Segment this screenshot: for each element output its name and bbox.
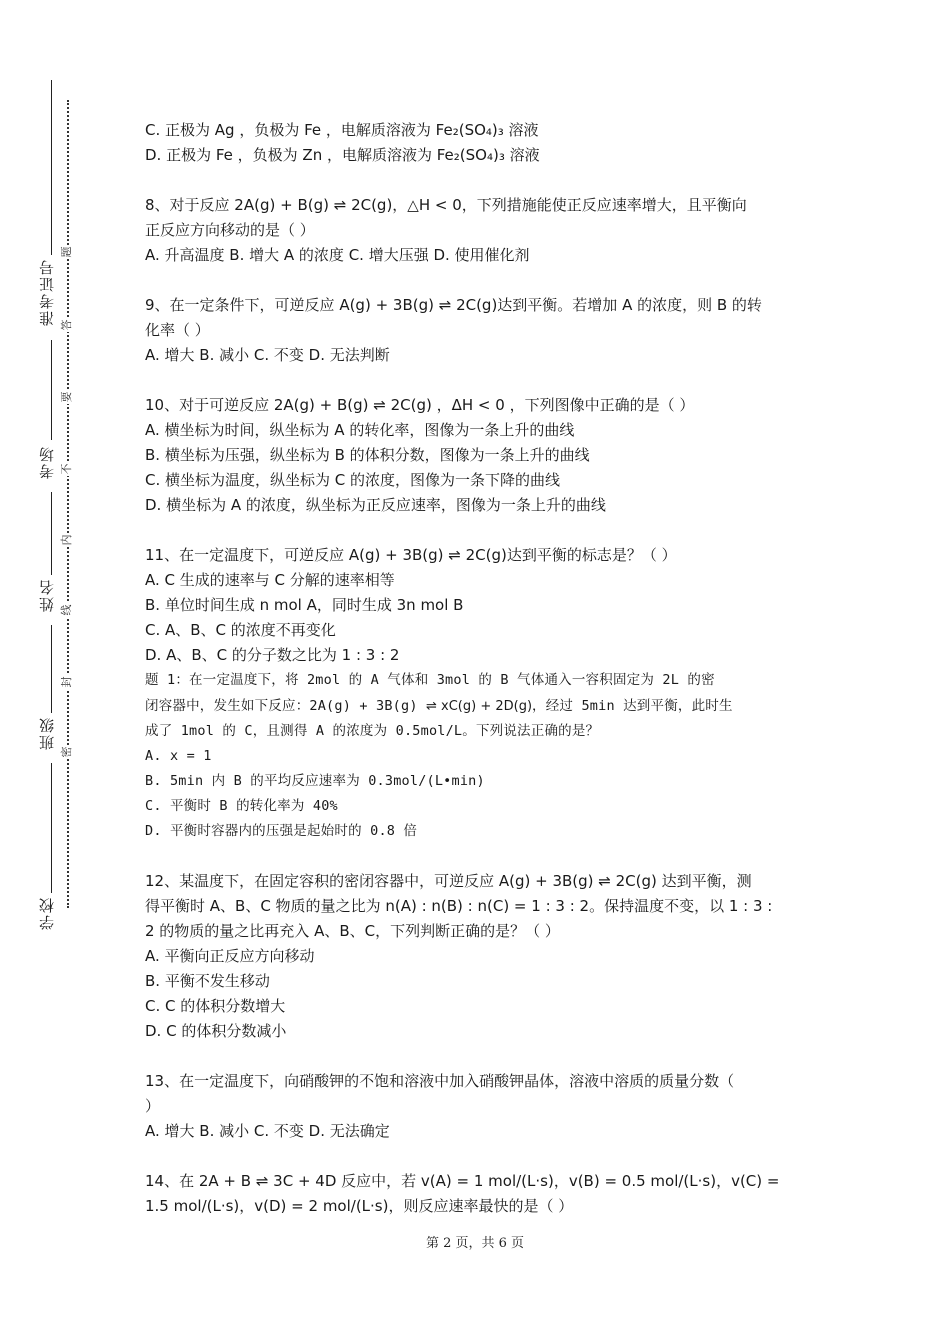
q12-option-b: B. 平衡不发生移动: [145, 972, 270, 990]
field-line: [51, 763, 52, 893]
q14-stem: 14、在 2A + B ⇌ 3C + 4D 反应中，若 v(A) = 1 mol/(L·s)，v(B) = 0.5 mol/(L·s)，v(C) =: [145, 1172, 780, 1190]
q12-stem: 2 的物质的量之比再充入 A、B、C，下列判断正确的是？（ ）: [145, 922, 560, 940]
seal-char: 要: [60, 391, 73, 403]
q10-stem: 10、对于可逆反应 2A(g) + B(g) ⇌ 2C(g) ，ΔH < 0 ，下列图像中正确的是（ ）: [145, 396, 695, 414]
q10-option-d: D. 横坐标为 A 的浓度，纵坐标为正反应速率，图像为一条上升的曲线: [145, 496, 606, 514]
seal-dotted-line: [67, 100, 69, 908]
field-line: [51, 80, 52, 255]
t1-option-a: A. x = 1: [145, 748, 212, 764]
q12-option-a: A. 平衡向正反应方向移动: [145, 947, 315, 965]
seal-char: 不: [60, 463, 73, 475]
field-class: 班级: [38, 716, 56, 750]
t1-stem: 成了 1mol 的 C，且测得 A 的浓度为 0.5mol/L。下列说法正确的是？: [145, 723, 600, 739]
seal-char: 密: [60, 746, 73, 758]
q10-option-b: B. 横坐标为压强，纵坐标为 B 的体积分数，图像为一条上升的曲线: [145, 446, 590, 464]
q12-option-c: C. C 的体积分数增大: [145, 997, 286, 1015]
q12-stem: 12、某温度下，在固定容积的密闭容器中，可逆反应 A(g) + 3B(g) ⇌ 2C(g) 达到平衡，测: [145, 872, 752, 890]
q7-option-c: C. 正极为 Ag ，负极为 Fe ，电解质溶液为 Fe₂(SO₄)₃ 溶液: [145, 121, 539, 139]
q8-options: A. 升高温度 B. 增大 A 的浓度 C. 增大压强 D. 使用催化剂: [145, 246, 530, 264]
q13-options: A. 增大 B. 减小 C. 不变 D. 无法确定: [145, 1122, 390, 1140]
q13-stem: ）: [145, 1097, 161, 1115]
field-exam-number: 准考证号: [38, 258, 56, 326]
seal-char: 内: [60, 534, 73, 546]
t1-option-d: D. 平衡时容器内的压强是起始时的 0.8 倍: [145, 823, 418, 839]
q13-stem: 13、在一定温度下，向硝酸钾的不饱和溶液中加入硝酸钾晶体，溶液中溶质的质量分数（: [145, 1072, 735, 1090]
q9-stem: 化率（ ）: [145, 321, 210, 339]
question-content: [145, 118, 810, 1219]
t1-equation: ⇌ xC(g) + 2D(g): [426, 699, 533, 714]
q9-options: A. 增大 B. 减小 C. 不变 D. 无法判断: [145, 346, 390, 364]
q11-option-d: D. A、B、C 的分子数之比为 1 : 3 : 2: [145, 646, 400, 664]
q11-option-c: C. A、B、C 的浓度不再变化: [145, 621, 336, 639]
q10-option-c: C. 横坐标为温度，纵坐标为 C 的浓度，图像为一条下降的曲线: [145, 471, 561, 489]
q14-stem: 1.5 mol/(L·s)，v(D) = 2 mol/(L·s)，则反应速率最快的是（ ）: [145, 1197, 574, 1215]
q12-option-d: D. C 的体积分数减小: [145, 1022, 287, 1040]
t1-stem: [145, 693, 810, 719]
t1-stem: 题 1：在一定温度下，将 2mol 的 A 气体和 3mol 的 B 气体通入一容积固定为 2L 的密: [145, 672, 715, 688]
q8-stem: 8、对于反应 2A(g) + B(g) ⇌ 2C(g)，△H < 0，下列措施能使正反应速率增大，且平衡向: [145, 196, 747, 214]
q9-stem: 9、在一定条件下，可逆反应 A(g) + 3B(g) ⇌ 2C(g)达到平衡。若增加 A 的浓度，则 B 的转: [145, 296, 762, 314]
q8-stem: 正反应方向移动的是（ ）: [145, 221, 315, 239]
seal-char: 题: [60, 246, 73, 258]
q11-option-a: A. C 生成的速率与 C 分解的速率相等: [145, 571, 395, 589]
t1-option-b: B. 5min 内 B 的平均反应速率为 0.3mol/(L•min): [145, 773, 485, 789]
field-name: 姓名: [38, 578, 56, 612]
t1-stem-part: ，经过 5min 达到平衡，此时生: [532, 698, 733, 714]
field-exam-room: 考场: [38, 445, 56, 479]
seal-char: 答: [60, 319, 73, 331]
field-line: [51, 492, 52, 575]
q12-stem: 得平衡时 A、B、C 物质的量之比为 n(A) : n(B) : n(C) = 1 : 3 : 2。保持温度不变，以 1 : 3 :: [145, 897, 773, 915]
field-school: 学校: [38, 896, 56, 930]
seal-char: 线: [60, 604, 73, 616]
q11-option-b: B. 单位时间生成 n mol A，同时生成 3n mol B: [145, 596, 464, 614]
field-line: [51, 340, 52, 440]
q11-stem: 11、在一定温度下，可逆反应 A(g) + 3B(g) ⇌ 2C(g)达到平衡的标志是？（ ）: [145, 546, 677, 564]
field-line: [51, 625, 52, 713]
page-footer: 第 2 页，共 6 页: [425, 1236, 525, 1251]
q10-option-a: A. 横坐标为时间，纵坐标为 A 的转化率，图像为一条上升的曲线: [145, 421, 575, 439]
q7-option-d: D. 正极为 Fe ，负极为 Zn ，电解质溶液为 Fe₂(SO₄)₃ 溶液: [145, 146, 540, 164]
binding-margin: [14, 80, 74, 940]
t1-stem-part: 闭容器中，发生如下反应：2A(g) + 3B(g): [145, 698, 426, 714]
seal-char: 封: [60, 676, 73, 688]
t1-option-c: C. 平衡时 B 的转化率为 40%: [145, 798, 338, 814]
